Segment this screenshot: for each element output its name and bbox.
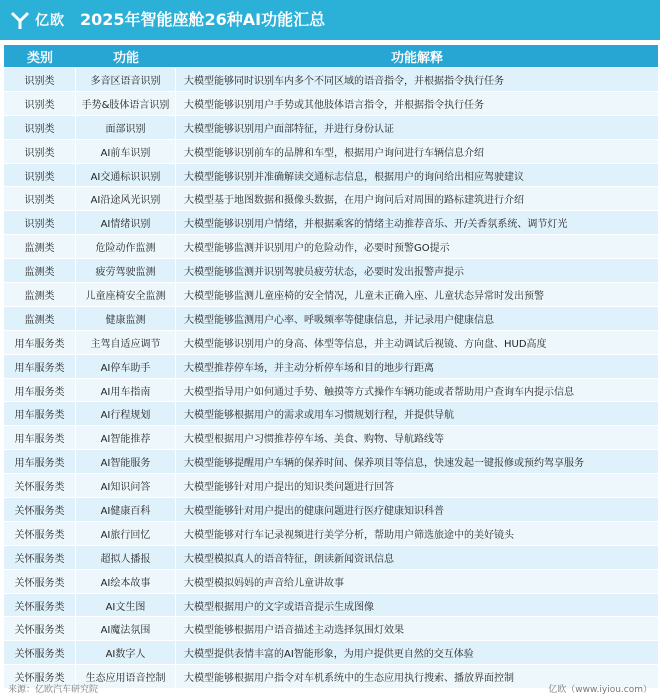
table-row — [4, 474, 658, 497]
category-cell: 识别类 — [4, 92, 76, 115]
category-cell: 用车服务类 — [4, 331, 76, 354]
feature-cell: 面部识别 — [76, 116, 176, 139]
category-cell: 关怀服务类 — [4, 617, 76, 640]
feature-cell: AI智能推荐 — [76, 426, 176, 449]
table-row — [4, 546, 658, 569]
feature-cell: AI停车助手 — [76, 355, 176, 378]
explanation-cell: 大模型能够对行车记录视频进行美学分析，帮助用户筛选旅途中的美好镜头 — [176, 522, 658, 545]
explanation-cell: 大模型能够识别用户面部特征，并进行身份认证 — [176, 116, 658, 139]
category-cell: 识别类 — [4, 187, 76, 210]
category-cell: 用车服务类 — [4, 402, 76, 425]
table-row — [4, 68, 658, 91]
category-cell: 用车服务类 — [4, 426, 76, 449]
column-header-feature: 功能 — [76, 45, 176, 67]
category-cell: 用车服务类 — [4, 379, 76, 402]
table-body — [4, 68, 658, 688]
table-row — [4, 355, 658, 378]
page-title: 2025年智能座舱26种AI功能汇总 — [80, 10, 326, 29]
table-row — [4, 116, 658, 139]
table-row — [4, 379, 658, 402]
explanation-cell: 大模型能够监测并识别用户的危险动作，必要时预警GO提示 — [176, 235, 658, 258]
explanation-cell: 大模型能够识别用户手势或其他肢体语言指令，并根据指令执行任务 — [176, 92, 658, 115]
category-cell: 关怀服务类 — [4, 665, 76, 688]
yiou-logo-icon — [10, 10, 30, 30]
explanation-cell: 大模型能够根据用户语音描述主动选择氛围灯效果 — [176, 617, 658, 640]
table-row — [4, 283, 658, 306]
table-row — [4, 140, 658, 163]
category-cell: 关怀服务类 — [4, 570, 76, 593]
table-row — [4, 187, 658, 210]
feature-cell: AI数字人 — [76, 641, 176, 664]
category-cell: 关怀服务类 — [4, 498, 76, 521]
table-row — [4, 498, 658, 521]
category-cell: 识别类 — [4, 164, 76, 187]
category-cell: 识别类 — [4, 211, 76, 234]
category-cell: 关怀服务类 — [4, 522, 76, 545]
table-row — [4, 426, 658, 449]
explanation-cell: 大模型指导用户如何通过手势、触摸等方式操作车辆功能或者帮助用户查询车内提示信息 — [176, 379, 658, 402]
feature-cell: AI智能服务 — [76, 450, 176, 473]
category-cell: 关怀服务类 — [4, 641, 76, 664]
category-cell: 识别类 — [4, 140, 76, 163]
explanation-cell: 大模型能够监测并识别驾驶员疲劳状态，必要时发出报警声提示 — [176, 259, 658, 282]
table-row — [4, 641, 658, 664]
feature-cell: AI沿途风光识别 — [76, 187, 176, 210]
table-row — [4, 164, 658, 187]
feature-cell: 危险动作监测 — [76, 235, 176, 258]
table-row — [4, 617, 658, 640]
table-header-row — [4, 45, 658, 67]
explanation-cell: 大模型能够根据用户指令对车机系统中的生态应用执行搜索、播放界面控制 — [176, 665, 658, 688]
feature-cell: AI魔法氛围 — [76, 617, 176, 640]
feature-cell: AI健康百科 — [76, 498, 176, 521]
explanation-cell: 大模型推荐停车场，并主动分析停车场和目的地步行距离 — [176, 355, 658, 378]
category-cell: 识别类 — [4, 68, 76, 91]
category-cell: 监测类 — [4, 259, 76, 282]
table-row — [4, 522, 658, 545]
table-row — [4, 307, 658, 330]
table-row — [4, 259, 658, 282]
category-cell: 监测类 — [4, 307, 76, 330]
category-cell: 监测类 — [4, 235, 76, 258]
feature-cell: 疲劳驾驶监测 — [76, 259, 176, 282]
category-cell: 识别类 — [4, 116, 76, 139]
footer — [8, 682, 652, 695]
explanation-cell: 大模型模拟妈妈的声音给儿童讲故事 — [176, 570, 658, 593]
table-row — [4, 450, 658, 473]
table-row — [4, 331, 658, 354]
feature-cell: 儿童座椅安全监测 — [76, 283, 176, 306]
feature-cell: AI旅行回忆 — [76, 522, 176, 545]
feature-cell: AI文生图 — [76, 594, 176, 617]
explanation-cell: 大模型能够监测儿童座椅的安全情况，儿童未正确入座、儿童状态异常时发出预警 — [176, 283, 658, 306]
column-header-explanation: 功能解释 — [176, 45, 658, 67]
category-cell: 关怀服务类 — [4, 546, 76, 569]
category-cell: 用车服务类 — [4, 450, 76, 473]
source-note: 来源：亿欧汽车研究院 — [8, 685, 99, 695]
explanation-cell: 大模型基于地图数据和摄像头数据，在用户询问后对周围的路标建筑进行介绍 — [176, 187, 658, 210]
feature-cell: AI绘本故事 — [76, 570, 176, 593]
feature-cell: AI交通标识识别 — [76, 164, 176, 187]
feature-cell: 超拟人播报 — [76, 546, 176, 569]
brand-logo — [10, 6, 65, 34]
category-cell: 关怀服务类 — [4, 474, 76, 497]
explanation-cell: 大模型能够针对用户提出的知识类问题进行回答 — [176, 474, 658, 497]
ai-features-table — [4, 44, 658, 689]
explanation-cell: 大模型能够提醒用户车辆的保养时间、保养项目等信息，快速发起一键报修或预约驾享服务 — [176, 450, 658, 473]
logo-text: 亿欧 — [35, 13, 65, 29]
feature-cell: 健康监测 — [76, 307, 176, 330]
category-cell: 关怀服务类 — [4, 594, 76, 617]
column-header-category: 类别 — [4, 45, 76, 67]
explanation-cell: 大模型能够识别用户情绪，并根据乘客的情绪主动推荐音乐、开/关香氛系统、调节灯光 — [176, 211, 658, 234]
feature-cell: AI前车识别 — [76, 140, 176, 163]
explanation-cell: 大模型提供表情丰富的AI智能形象，为用户提供更自然的交互体验 — [176, 641, 658, 664]
table-row — [4, 594, 658, 617]
feature-cell: 手势&肢体语言识别 — [76, 92, 176, 115]
explanation-cell: 大模型能够监测用户心率、呼吸频率等健康信息，并记录用户健康信息 — [176, 307, 658, 330]
feature-cell: 主驾自适应调节 — [76, 331, 176, 354]
table-row — [4, 92, 658, 115]
feature-cell: AI情绪识别 — [76, 211, 176, 234]
table-row — [4, 402, 658, 425]
table-row — [4, 235, 658, 258]
feature-cell: AI知识问答 — [76, 474, 176, 497]
feature-cell: AI行程规划 — [76, 402, 176, 425]
explanation-cell: 大模型根据用户习惯推荐停车场、美食、购物、导航路线等 — [176, 426, 658, 449]
table-row — [4, 570, 658, 593]
feature-cell: 生态应用语音控制 — [76, 665, 176, 688]
explanation-cell: 大模型能够同时识别车内多个不同区域的语音指令，并根据指令执行任务 — [176, 68, 658, 91]
explanation-cell: 大模型能够识别用户的身高、体型等信息，并主动调试后视镜、方向盘、HUD高度 — [176, 331, 658, 354]
table-row — [4, 211, 658, 234]
header-banner — [0, 0, 660, 40]
explanation-cell: 大模型能够识别前车的品牌和车型，根据用户询问进行车辆信息介绍 — [176, 140, 658, 163]
feature-cell: AI用车指南 — [76, 379, 176, 402]
explanation-cell: 大模型根据用户的文字或语音提示生成图像 — [176, 594, 658, 617]
site-credit: 亿欧（www.iyiou.com） — [548, 685, 652, 695]
explanation-cell: 大模型能够根据用户的需求或用车习惯规划行程，并提供导航 — [176, 402, 658, 425]
feature-cell: 多音区语音识别 — [76, 68, 176, 91]
explanation-cell: 大模型模拟真人的语音特征，朗读新闻资讯信息 — [176, 546, 658, 569]
category-cell: 监测类 — [4, 283, 76, 306]
explanation-cell: 大模型能够针对用户提出的健康问题进行医疗健康知识科普 — [176, 498, 658, 521]
explanation-cell: 大模型能够识别并准确解读交通标志信息，根据用户的询问给出相应驾驶建议 — [176, 164, 658, 187]
category-cell: 用车服务类 — [4, 355, 76, 378]
